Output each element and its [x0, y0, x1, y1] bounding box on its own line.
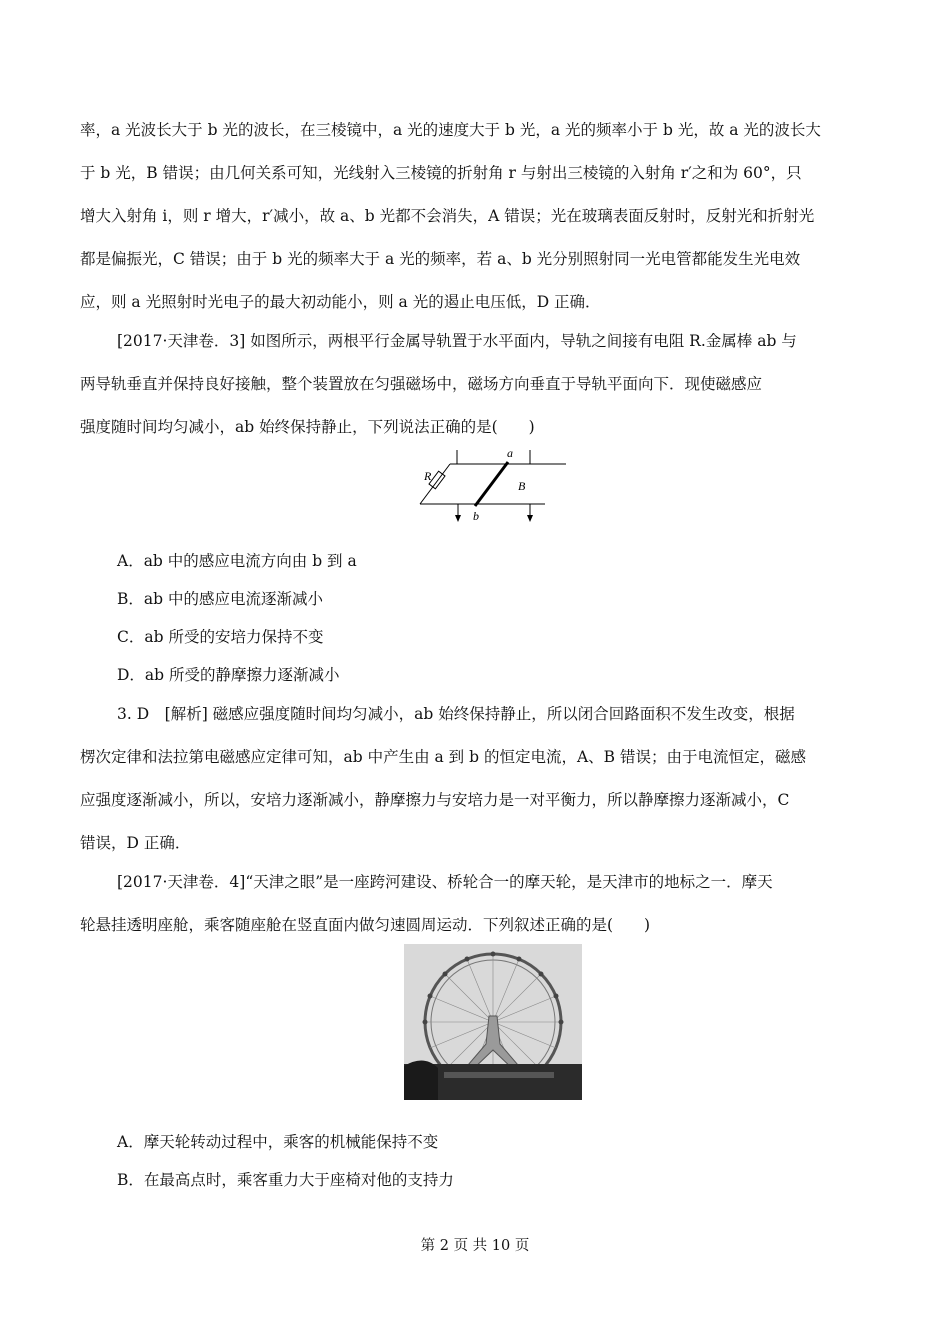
q3-stem-line-3: 强度随时间均匀减小，ab 始终保持静止，下列说法正确的是( )	[80, 418, 535, 436]
prev-solution-line-5: 应，则 a 光照射时光电子的最大初动能小，则 a 光的遏止电压低，D 正确．	[80, 293, 601, 311]
q3-choice-a: A．ab 中的感应电流方向由 b 到 a	[117, 552, 357, 570]
q4-choice-a: A．摩天轮转动过程中，乘客的机械能保持不变	[117, 1133, 439, 1151]
label-B: B	[518, 479, 526, 493]
q3-choice-c: C．ab 所受的安培力保持不变	[117, 628, 324, 646]
q3-choice-d: D．ab 所受的静摩擦力逐渐减小	[117, 666, 340, 684]
q3-solution-line-1: 3. D [解析] 磁感应强度随时间均匀减小，ab 始终保持静止，所以闭合回路面积不发生改变，根据	[117, 705, 795, 723]
label-R: R	[424, 469, 432, 483]
q3-solution-line-4: 错误，D 正确．	[80, 834, 191, 852]
q4-stem-line-2: 轮悬挂透明座舱，乘客随座舱在竖直面内做匀速圆周运动．下列叙述正确的是( )	[80, 916, 651, 934]
q3-solution-line-3: 应强度逐渐减小，所以，安培力逐渐减小，静摩擦力与安培力是一对平衡力，所以静摩擦力逐渐减小，C	[80, 791, 790, 809]
q4-stem-line-1: [2017·天津卷．4]“天津之眼”是一座跨河建设、桥轮合一的摩天轮，是天津市的地标之一．摩天	[117, 873, 773, 891]
q3-stem-line-1: [2017·天津卷．3] 如图所示，两根平行金属导轨置于水平面内，导轨之间接有电阻 R.金属棒 ab 与	[117, 332, 797, 350]
prev-solution-line-3: 增大入射角 i，则 r 增大，r′减小，故 a、b 光都不会消失，A 错误；光在玻璃表面反射时，反射光和折射光	[80, 207, 815, 225]
label-b: b	[473, 509, 479, 523]
q3-solution-line-2: 楞次定律和法拉第电磁感应定律可知，ab 中产生由 a 到 b 的恒定电流，A、B 错误；由于电流恒定，磁感	[80, 748, 806, 766]
prev-solution-line-2: 于 b 光，B 错误；由几何关系可知，光线射入三棱镜的折射角 r 与射出三棱镜的入射角 r′之和为 60°，只	[80, 164, 802, 182]
page-footer: 第 2 页 共 10 页	[420, 1238, 530, 1254]
label-a: a	[507, 446, 513, 460]
prev-solution-line-1: 率，a 光波长大于 b 光的波长，在三棱镜中，a 光的速度大于 b 光，a 光的频率小于 b 光，故 a 光的波长大	[80, 121, 821, 139]
q4-choice-b: B．在最高点时，乘客重力大于座椅对他的支持力	[117, 1171, 454, 1189]
prev-solution-line-4: 都是偏振光，C 错误；由于 b 光的频率大于 a 光的频率，若 a、b 光分别照射同一光电管都能发生光电效	[80, 250, 801, 268]
q3-choice-b: B．ab 中的感应电流逐渐减小	[117, 590, 323, 608]
ferris-wheel-photo	[404, 944, 582, 1100]
q3-stem-line-2: 两导轨垂直并保持良好接触，整个装置放在匀强磁场中，磁场方向垂直于导轨平面向下．现使磁感应	[80, 375, 763, 393]
rails-diagram	[410, 442, 580, 532]
